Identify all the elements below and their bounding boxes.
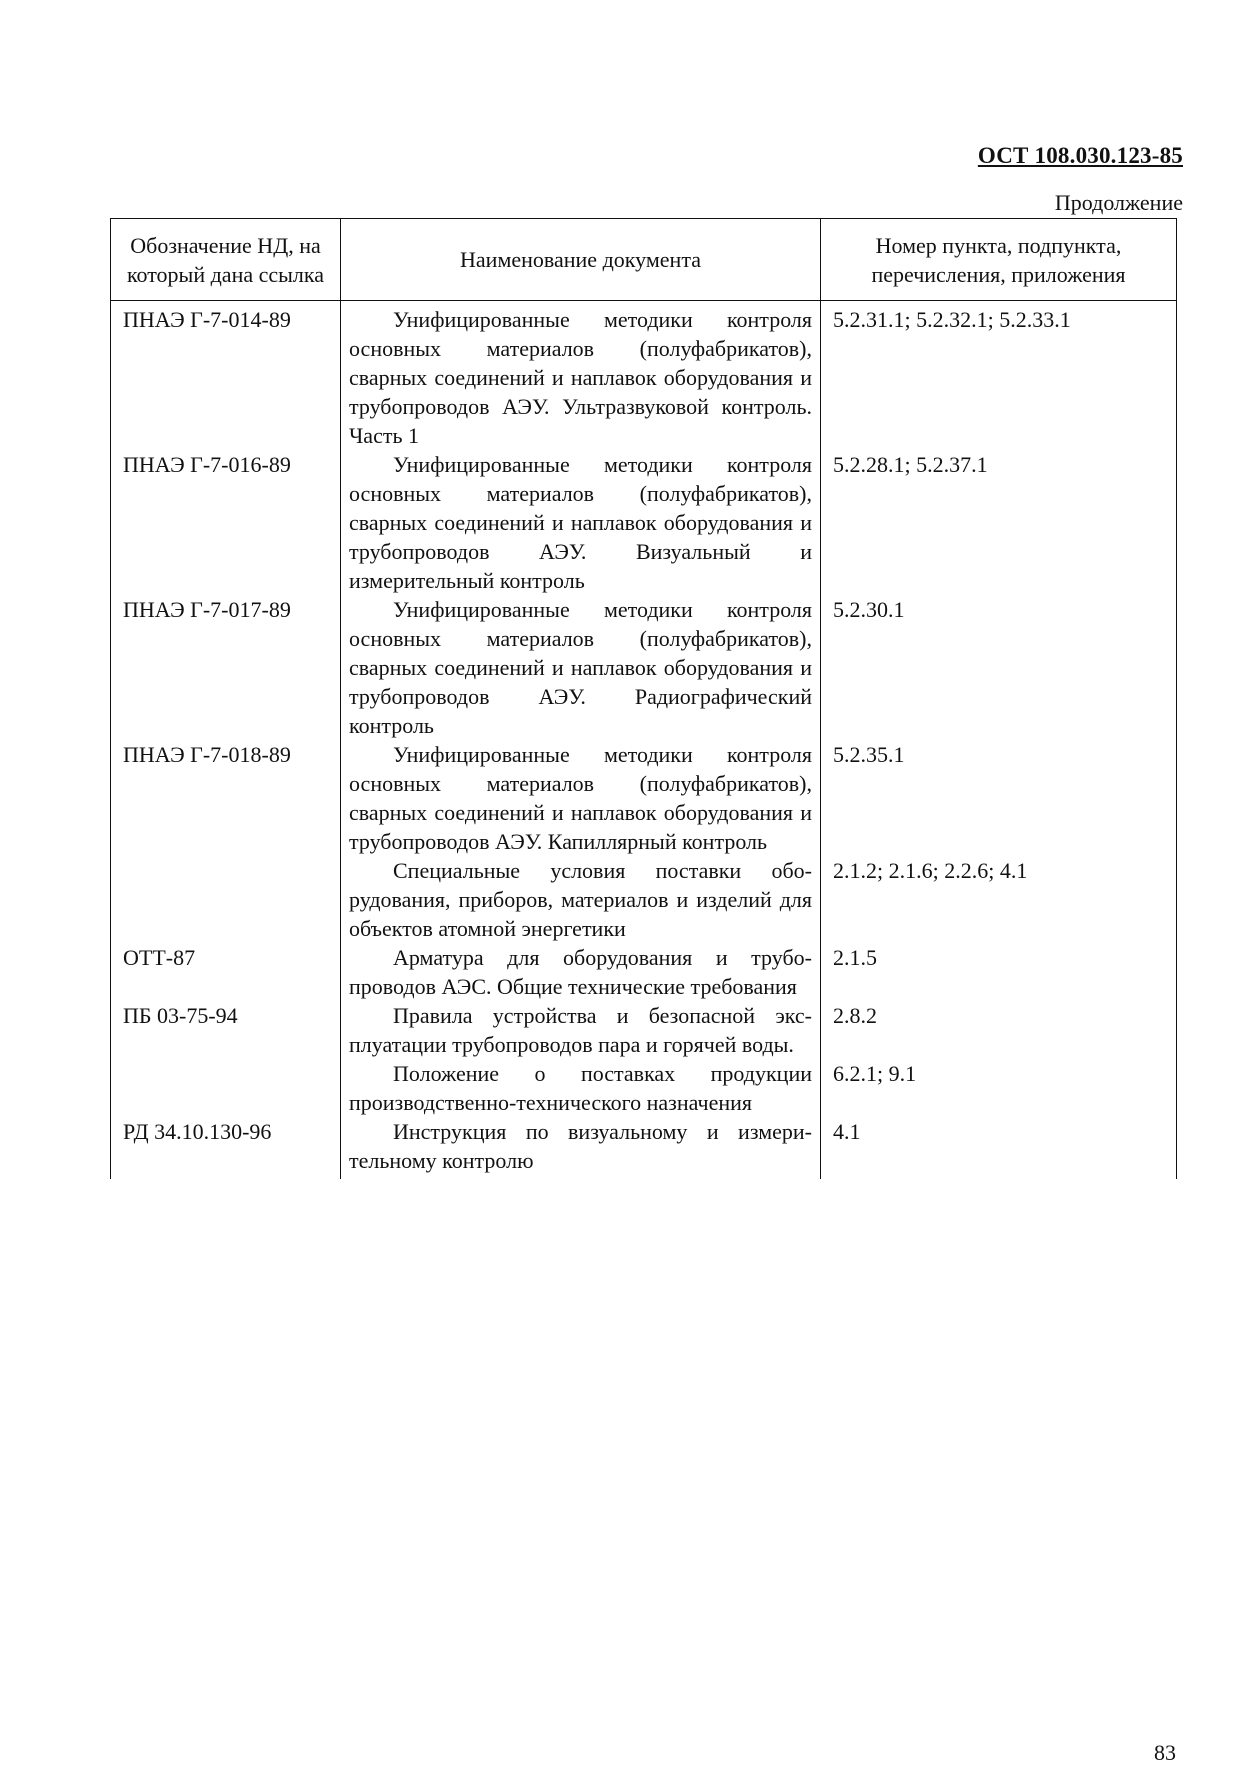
table-row bbox=[111, 450, 1177, 595]
table-row bbox=[111, 301, 1177, 451]
table-row bbox=[111, 1059, 1177, 1117]
refs-cell: 2.1.5 bbox=[821, 943, 1177, 1001]
document-code: ОСТ 108.030.123-85 bbox=[977, 143, 1183, 168]
doc-name-cell: Инструкция по визуальному и измерительному контролю bbox=[341, 1117, 821, 1179]
refs-cell: 4.1 bbox=[821, 1117, 1177, 1179]
references-table bbox=[110, 218, 1177, 1179]
doc-name-cell: Унифицированные методики контроля основных материалов (полуфабрикатов), сварных соединений и наплавок оборудования и трубопроводов АЭУ. Радиографический контроль bbox=[341, 595, 821, 740]
doc-name-cell: Специальные условия поставки оборудования, приборов, материалов и изделий для объектов атомной энергетики bbox=[341, 856, 821, 943]
doc-code-cell bbox=[111, 1059, 341, 1117]
continuation-label: Продолжение bbox=[1054, 190, 1183, 215]
doc-name-cell: Положение о поставках продукции производственно-технического назначения bbox=[341, 1059, 821, 1117]
column-header-code: Обозначение НД, на который дана ссылка bbox=[111, 219, 341, 301]
doc-name-cell: Унифицированные методики контроля основных материалов (полуфабрикатов), сварных соединений и наплавок оборудования и трубопроводов АЭУ. Ультразвуковой контроль. Часть 1 bbox=[341, 301, 821, 451]
column-header-refs: Номер пункта, подпункта, перечисления, приложения bbox=[821, 219, 1177, 301]
refs-cell: 5.2.28.1; 5.2.37.1 bbox=[821, 450, 1177, 595]
table-row bbox=[111, 856, 1177, 943]
refs-cell: 5.2.35.1 bbox=[821, 740, 1177, 856]
doc-code-cell: ПНАЭ Г-7-018-89 bbox=[111, 740, 341, 856]
refs-cell: 5.2.31.1; 5.2.32.1; 5.2.33.1 bbox=[821, 301, 1177, 451]
refs-cell: 6.2.1; 9.1 bbox=[821, 1059, 1177, 1117]
doc-code-cell: ПНАЭ Г-7-017-89 bbox=[111, 595, 341, 740]
doc-code-cell: ПНАЭ Г-7-014-89 bbox=[111, 301, 341, 451]
doc-name-cell: Арматура для оборудования и трубопроводов АЭС. Общие технические требования bbox=[341, 943, 821, 1001]
table-row bbox=[111, 1117, 1177, 1179]
table-row bbox=[111, 595, 1177, 740]
page-number: 83 bbox=[1154, 1740, 1176, 1765]
doc-code-cell: ПНАЭ Г-7-016-89 bbox=[111, 450, 341, 595]
table-row bbox=[111, 1001, 1177, 1059]
doc-code-cell: ПБ 03-75-94 bbox=[111, 1001, 341, 1059]
doc-code-cell: ОТТ-87 bbox=[111, 943, 341, 1001]
doc-code-cell bbox=[111, 856, 341, 943]
refs-cell: 5.2.30.1 bbox=[821, 595, 1177, 740]
doc-name-cell: Унифицированные методики контроля основных материалов (полуфабрикатов), сварных соединений и наплавок оборудования и трубопроводов АЭУ. Визуальный и измерительный контроль bbox=[341, 450, 821, 595]
doc-name-cell: Унифицированные методики контроля основных материалов (полуфабрикатов), сварных соединений и наплавок оборудования и трубопроводов АЭУ. Капиллярный контроль bbox=[341, 740, 821, 856]
table-row bbox=[111, 740, 1177, 856]
table-header-row bbox=[111, 219, 1177, 301]
refs-cell: 2.8.2 bbox=[821, 1001, 1177, 1059]
doc-code-cell: РД 34.10.130-96 bbox=[111, 1117, 341, 1179]
table-row bbox=[111, 943, 1177, 1001]
refs-cell: 2.1.2; 2.1.6; 2.2.6; 4.1 bbox=[821, 856, 1177, 943]
column-header-name: Наименование документа bbox=[341, 219, 821, 301]
doc-name-cell: Правила устройства и безопасной эксплуатации трубопроводов пара и горячей воды. bbox=[341, 1001, 821, 1059]
